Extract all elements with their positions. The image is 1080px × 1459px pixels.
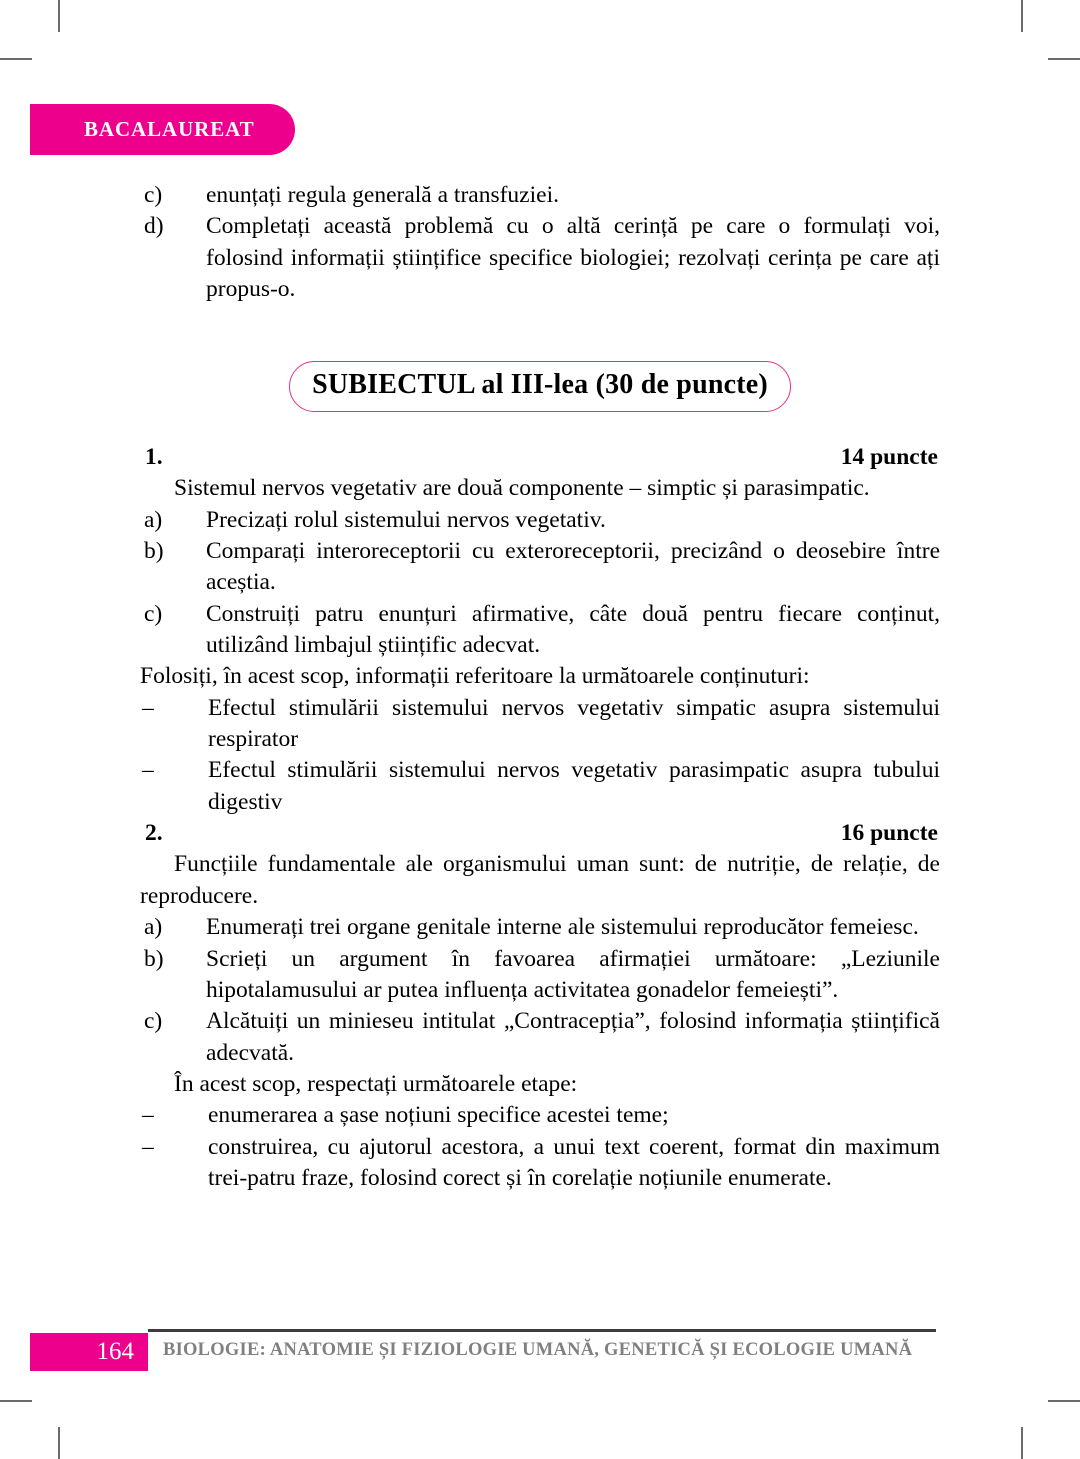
list-item-text: Efectul stimulării sistemului nervos vegetativ simpatic asupra sistemului respirator (208, 694, 940, 753)
list-item (140, 180, 940, 211)
list-item-marker: a) (144, 914, 163, 941)
question-intro: Funcțiile fundamentale ale organismului uman sunt: de nutriție, de relație, de reproducere. (140, 851, 940, 909)
list-item (140, 599, 940, 662)
list-item-text: Construiți patru enunțuri afirmative, câte două pentru fiecare conținut, utilizând limbajul științific adecvat. (206, 600, 940, 658)
list-item-text: Efectul stimulării sistemului nervos vegetativ parasimpatic asupra tubului digestiv (208, 757, 940, 815)
question-lead-in: Folosiți, în acest scop, informații referitoare la următoarele conținuturi: (140, 663, 810, 690)
crop-mark-bottom-right-horizontal (1048, 1400, 1080, 1402)
question-block-2 (140, 818, 940, 1194)
list-item-marker: – (142, 1133, 154, 1160)
list-item (140, 505, 940, 536)
list-item-marker: b) (144, 945, 164, 972)
footer-rule (148, 1329, 936, 1332)
list-item-marker: c) (144, 182, 163, 208)
continued-items-list (140, 180, 940, 305)
question-header (140, 442, 940, 473)
list-item-text: Enumerați trei organe genitale interne ale sistemului reproducător femeiesc. (206, 914, 919, 941)
list-item-marker: – (142, 1102, 154, 1129)
question-points: 16 puncte (840, 820, 938, 847)
list-item-text: enumerarea a șase noțiuni specifice acestei teme; (208, 1102, 669, 1129)
list-item (140, 755, 940, 818)
list-item-text: Comparați interoreceptorii cu exteroreceptorii, precizând o deosebire între aceștia. (206, 537, 940, 596)
list-item-text: Completați această problemă cu o altă cerință pe care o formulați voi, folosind informații științifice specifice biologiei; rezolvați cerința pe care ați propus-o. (206, 213, 940, 303)
list-item (140, 1006, 940, 1069)
list-item (140, 944, 940, 1007)
crop-mark-bottom-left-vertical (58, 1427, 60, 1459)
list-item-marker: c) (144, 600, 163, 627)
crop-mark-top-left-vertical (58, 0, 60, 32)
question-lead-in: În acest scop, respectați următoarele etape: (174, 1071, 578, 1097)
crop-mark-top-right-vertical (1021, 0, 1023, 32)
list-item-marker: c) (144, 1008, 163, 1035)
question-block-1 (140, 442, 940, 818)
page-content (140, 180, 940, 1194)
list-item-text: Scrieți un argument în favoarea afirmației următoare: „Leziunile hipotalamusului ar putea influența activitatea gonadelor femeiești”. (206, 945, 940, 1003)
list-item-marker: b) (144, 537, 164, 564)
question-intro: Sistemul nervos vegetativ are două componente – simptic și parasimpatic. (174, 475, 870, 502)
list-item (140, 1132, 940, 1195)
header-badge-label: BACALAUREAT (84, 117, 255, 141)
list-item-text: Precizați rolul sistemului nervos vegetativ. (206, 506, 606, 533)
list-item-marker: – (142, 694, 154, 721)
question-header (140, 818, 940, 849)
footer-page-box (30, 1333, 148, 1371)
crop-mark-bottom-left-horizontal (0, 1400, 32, 1402)
list-item-text: enunțați regula generală a transfuziei. (206, 182, 559, 208)
list-item-marker: d) (144, 213, 164, 240)
question-points: 14 puncte (840, 443, 938, 470)
subject-title-container (140, 361, 940, 411)
crop-mark-top-left-horizontal (0, 58, 32, 60)
crop-mark-top-right-horizontal (1048, 58, 1080, 60)
list-item (140, 912, 940, 943)
header-badge (30, 104, 295, 155)
list-item-text: construirea, cu ajutorul acestora, a unui text coerent, format din maximum trei-patru fraze, folosind corect și în corelație noțiunile enumerate. (208, 1133, 940, 1192)
crop-mark-bottom-right-vertical (1021, 1427, 1023, 1459)
page-number: 164 (96, 1338, 134, 1365)
list-item-marker: – (142, 757, 154, 784)
list-item (140, 1100, 940, 1131)
list-item (140, 693, 940, 756)
question-number: 1. (145, 443, 163, 470)
list-item (140, 211, 940, 305)
question-number: 2. (145, 820, 163, 847)
footer-title: BIOLOGIE: ANATOMIE ȘI FIZIOLOGIE UMANĂ, GENETICĂ ȘI ECOLOGIE UMANĂ (163, 1340, 913, 1360)
list-item-marker: a) (144, 506, 163, 533)
list-item-text: Alcătuiți un minieseu intitulat „Contracepția”, folosind informația științifică adecvată. (206, 1008, 940, 1066)
subject-title: SUBIECTUL al III-lea (30 de puncte) (289, 361, 791, 411)
list-item (140, 536, 940, 599)
